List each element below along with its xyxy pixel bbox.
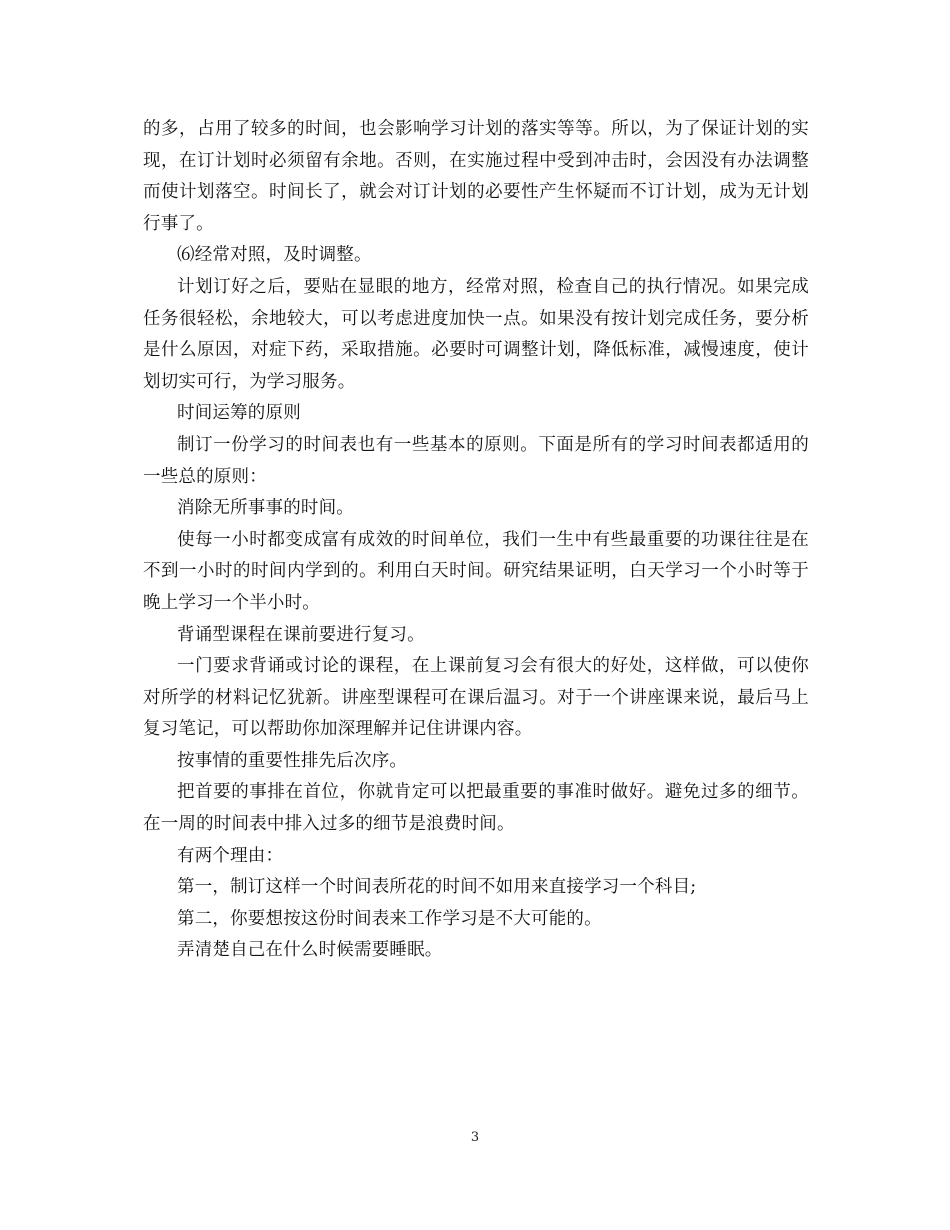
section-heading: 时间运筹的原则 [177, 403, 301, 424]
paragraph: 有两个理由： [177, 845, 284, 866]
principle-heading: 弄清楚自己在什么时候需要睡眠。 [177, 940, 443, 961]
paragraph-heading-6: ⑹经常对照，及时调整。 [177, 245, 372, 266]
paragraph: 使每一小时都变成富有成效的时间单位，我们一生中有些最重要的功课往往是在不到一小时的时间内学到的。利用白天时间。研究结果证明，白天学习一个小时等于晚上学习一个半小时。 [143, 529, 809, 613]
principle-heading: 按事情的重要性排先后次序。 [177, 750, 408, 771]
paragraph-continued: 的多，占用了较多的时间，也会影响学习计划的落实等等。所以，为了保证计划的实现，在订计划时必须留有余地。否则，在实施过程中受到冲击时，会因没有办法调整而使计划落空。时间长了，就会对订计划的必要性产生怀疑而不订计划，成为无计划行事了。 [143, 119, 809, 234]
principle-heading: 消除无所事事的时间。 [177, 498, 354, 519]
paragraph: 把首要的事排在首位，你就肯定可以把最重要的事准时做好。避免过多的细节。在一周的时间表中排入过多的细节是浪费时间。 [143, 782, 809, 835]
paragraph: 第二，你要想按这份时间表来工作学习是不大可能的。 [177, 908, 602, 929]
paragraph: 第一，制订这样一个时间表所花的时间不如用来直接学习一个科目; [177, 877, 697, 898]
principle-heading: 背诵型课程在课前要进行复习。 [177, 624, 425, 645]
body-text [143, 114, 809, 967]
paragraph: 制订一份学习的时间表也有一些基本的原则。下面是所有的学习时间表都适用的一些总的原则： [143, 434, 809, 487]
paragraph: 计划订好之后，要贴在显眼的地方，经常对照，检查自己的执行情况。如果完成任务很轻松，余地较大，可以考虑进度加快一点。如果没有按计划完成任务，要分析是什么原因，对症下药，采取措施。必要时可调整计划，降低标准，减慢速度，使计划切实可行，为学习服务。 [143, 276, 809, 392]
page-number: 3 [470, 1130, 480, 1145]
paragraph: 一门要求背诵或讨论的课程，在上课前复习会有很大的好处，这样做，可以使你对所学的材料记忆犹新。讲座型课程可在课后温习。对于一个讲座课来说，最后马上复习笔记，可以帮助你加深理解并记住讲课内容。 [143, 656, 809, 740]
